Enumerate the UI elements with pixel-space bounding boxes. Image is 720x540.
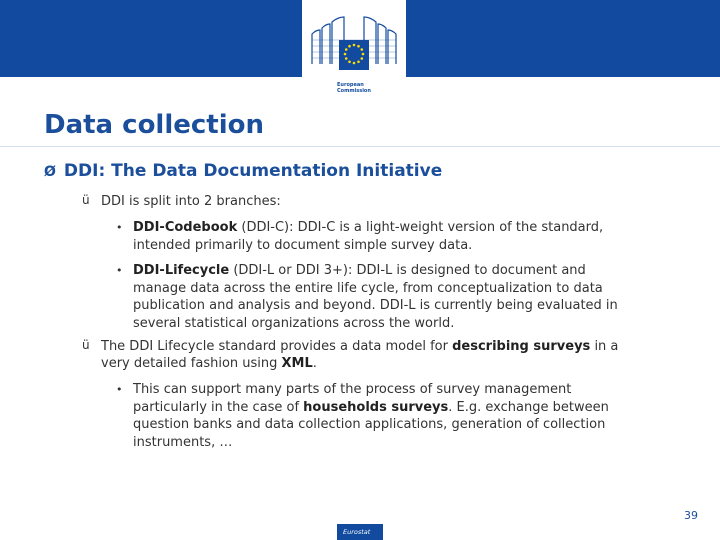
lifecycle-term: DDI-Lifecycle	[133, 263, 230, 278]
eurostat-logo	[337, 524, 383, 540]
sub-codebook: DDI-Codebook (DDI-C): DDI-C is a light-weight version of the standard, intended primarily to document simple survey data.	[133, 220, 604, 253]
page-number: 39	[684, 509, 698, 522]
bullet-icon: •	[116, 383, 123, 396]
item-branches: DDI is split into 2 branches:	[101, 194, 281, 209]
section-heading-text: DDI: The Data Documentation Initiative	[63, 161, 443, 181]
bullet-icon: •	[116, 221, 123, 234]
checkmark-icon: ü	[82, 193, 90, 207]
bullet-icon: •	[116, 264, 123, 277]
sub-lifecycle: DDI-Lifecycle (DDI-L or DDI 3+): DDI-L is designed to document and manage data across the entire life cycle, from conceptualization to data publication and analysis and beyond. DDI-L is currently being evaluated in several statistical organizations across the world.	[133, 263, 618, 331]
title-divider	[0, 146, 720, 147]
logo-line-commission: Commission	[337, 88, 371, 94]
logo-caption	[337, 82, 371, 94]
slide-title: Data collection	[44, 110, 265, 140]
checkmark-icon: ü	[82, 338, 90, 352]
section-heading	[44, 161, 442, 181]
commission-building-icon	[302, 0, 406, 82]
codebook-term: DDI-Codebook	[133, 220, 238, 235]
european-commission-logo	[302, 0, 406, 104]
sub-survey-management: This can support many parts of the process of survey management particularly in the case of households surveys. E.g. exchange between question banks and data collection applications, generation of collection instruments, …	[133, 382, 609, 450]
item-lifecycle-model: The DDI Lifecycle standard provides a data model for describing surveys in a very detailed fashion using XML.	[101, 339, 619, 371]
eurostat-logo-text: Eurostat	[343, 528, 371, 536]
arrow-bullet-icon: Ø	[44, 164, 56, 180]
logo-line-european: European	[337, 82, 364, 88]
